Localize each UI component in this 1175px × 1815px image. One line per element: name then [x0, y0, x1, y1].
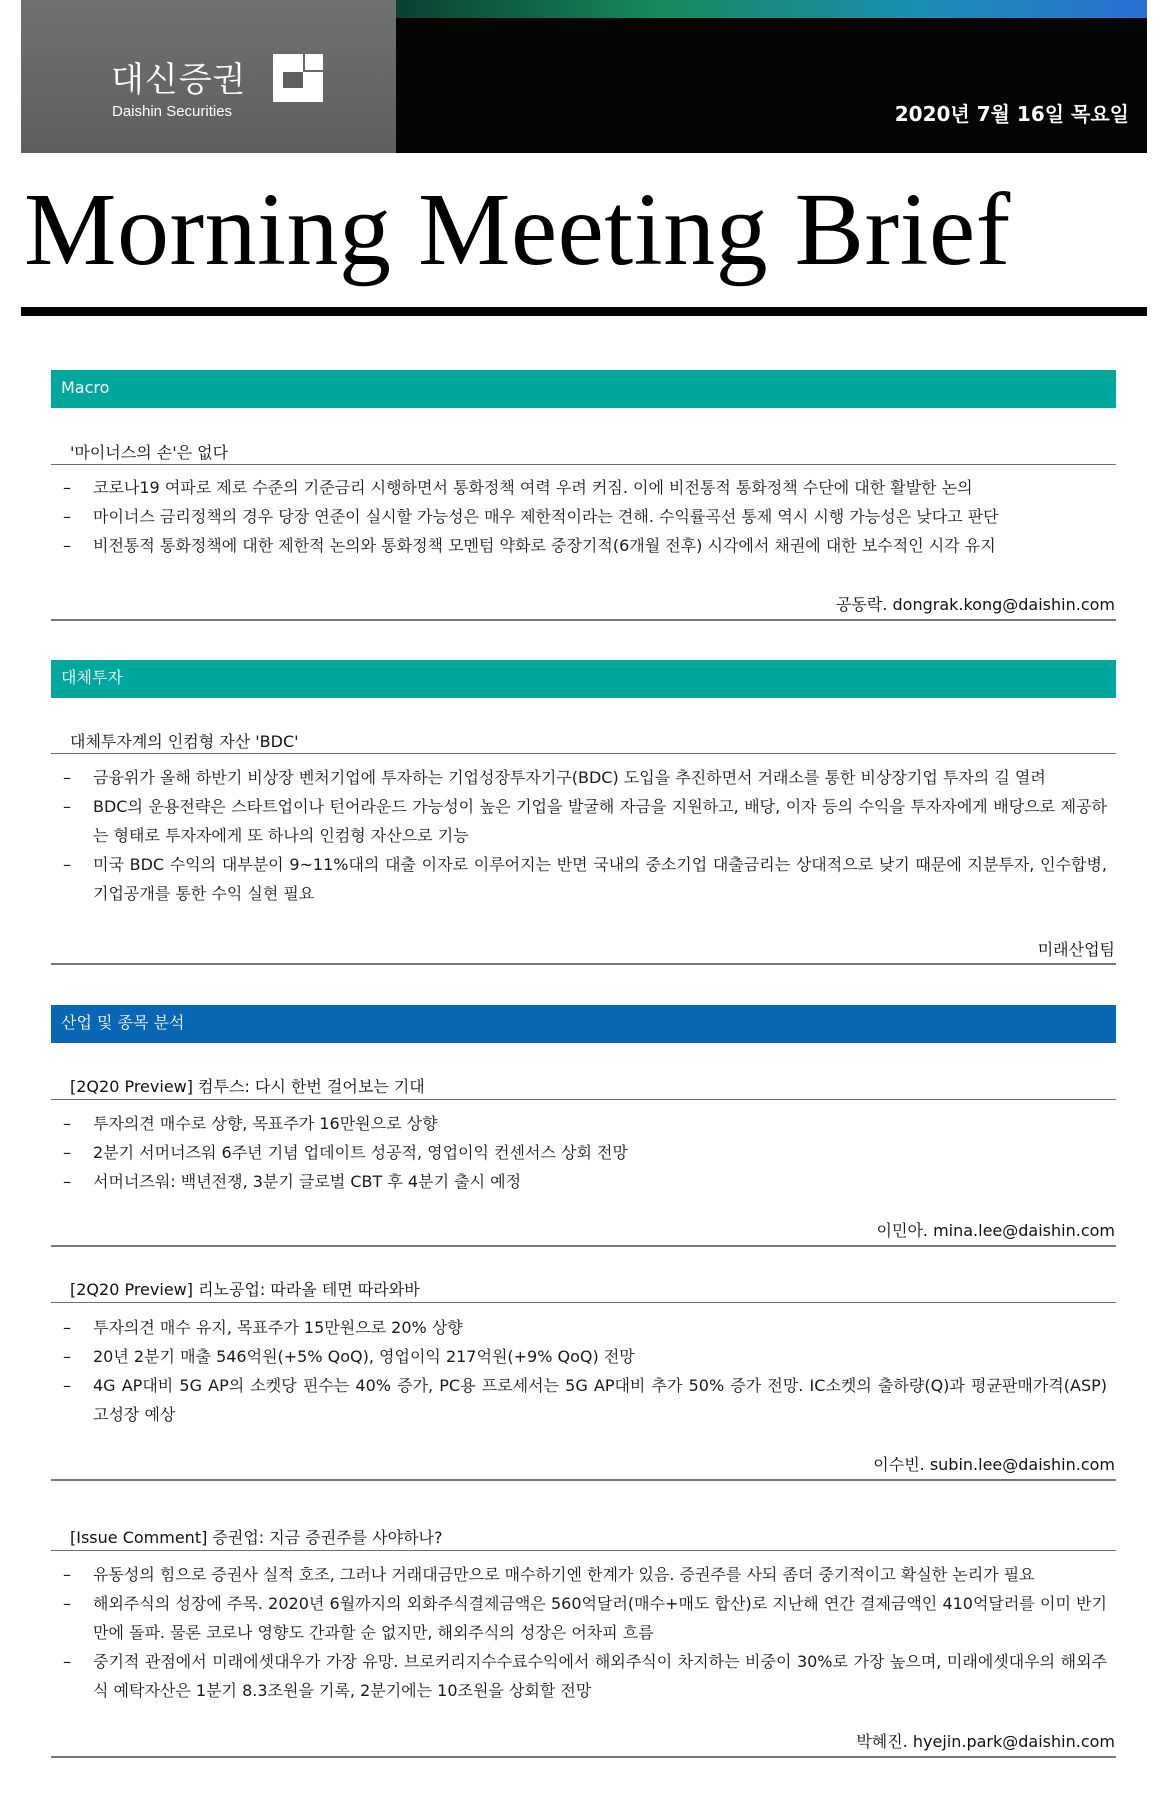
- bullet-item: – 코로나19 여파로 제로 수준의 기준금리 시행하면서 통화정책 여력 우려 커짐. 이에 비전통적 통화정책 수단에 대한 활발한 논의: [63, 473, 1107, 502]
- bullet-item: – 20년 2분기 매출 546억원(+5% QoQ), 영업이익 217억원(+9% QoQ) 전망: [63, 1342, 1107, 1371]
- article-bullets: [63, 1560, 1107, 1705]
- bullet-item: – 중기적 관점에서 미래에셋대우가 가장 유망. 브로커리지수수료수익에서 해외주식이 차지하는 비중이 30%로 가장 높으며, 미래에셋대우의 해외주식 예탁자산은 1분기 8.3조원을 기록, 2분기에는 10조원을 상회할 전망: [63, 1647, 1107, 1705]
- article-bullets: [63, 1313, 1107, 1429]
- daishin-logo-icon: [271, 52, 325, 104]
- bullet-item: – 미국 BDC 수익의 대부분이 9~11%대의 대출 이자로 이루어지는 반면 국내의 중소기업 대출금리는 상대적으로 낮기 때문에 지분투자, 인수합병, 기업공개를 통한 수익 실현 필요: [63, 850, 1107, 908]
- section-label: 대체투자: [61, 668, 123, 687]
- article-bullets: [63, 1109, 1107, 1196]
- article-title-rule: [51, 1099, 1116, 1100]
- section-label: 산업 및 종목 분석: [61, 1013, 185, 1032]
- article-end-rule: [51, 1245, 1116, 1247]
- author-byline: 미래산업팀: [1037, 940, 1115, 959]
- report-date: 2020년 7월 16일 목요일: [894, 102, 1129, 126]
- article-title: 대체투자계의 인컴형 자산 'BDC': [70, 732, 299, 751]
- section-label: Macro: [61, 378, 110, 397]
- author-byline: 이민아. mina.lee@daishin.com: [876, 1221, 1115, 1240]
- bullet-item: – BDC의 운용전략은 스타트업이나 턴어라운드 가능성이 높은 기업을 발굴해 자금을 지원하고, 배당, 이자 등의 수익을 투자자에게 배당으로 제공하는 형태로 투자자에게 또 하나의 인컴형 자산으로 기능: [63, 792, 1107, 850]
- bullet-item: – 2분기 서머너즈워 6주년 기념 업데이트 성공적, 영업이익 컨센서스 상회 전망: [63, 1138, 1107, 1167]
- section-bar-industry-analysis: [51, 1005, 1116, 1043]
- article-bullets: [63, 473, 1107, 560]
- author-byline: 박혜진. hyejin.park@daishin.com: [856, 1732, 1115, 1751]
- header-accent-strip: [396, 0, 1147, 18]
- bullet-item: – 4G AP대비 5G AP의 소켓당 핀수는 40% 증가, PC용 프로세서는 5G AP대비 추가 50% 증가 전망. IC소켓의 출하량(Q)과 평균판매가격(ASP) 고성장 예상: [63, 1371, 1107, 1429]
- article-title-rule: [51, 464, 1116, 465]
- report-header: [21, 0, 1147, 153]
- bullet-item: – 유동성의 힘으로 증권사 실적 호조, 그러나 거래대금만으로 매수하기엔 한계가 있음. 증권주를 사되 좀더 중기적이고 확실한 논리가 필요: [63, 1560, 1107, 1589]
- bullet-item: – 비전통적 통화정책에 대한 제한적 논의와 통화정책 모멘텀 약화로 중장기적(6개월 전후) 시각에서 채권에 대한 보수적인 시각 유지: [63, 531, 1107, 560]
- author-byline: 공동락. dongrak.kong@daishin.com: [835, 595, 1115, 614]
- bullet-item: – 투자의견 매수로 상향, 목표주가 16만원으로 상향: [63, 1109, 1107, 1138]
- article-title: [Issue Comment] 증권업: 지금 증권주를 사야하나?: [70, 1528, 443, 1547]
- bullet-item: – 투자의견 매수 유지, 목표주가 15만원으로 20% 상향: [63, 1313, 1107, 1342]
- title-divider: [21, 307, 1147, 316]
- date-panel: [396, 0, 1147, 153]
- article-end-rule: [51, 619, 1116, 621]
- article-title-rule: [51, 1550, 1116, 1551]
- article-bullets: [63, 763, 1107, 908]
- article-end-rule: [51, 1479, 1116, 1481]
- brand-name-english: Daishin Securities: [112, 103, 233, 120]
- article-title-rule: [51, 753, 1116, 754]
- article-title: [2Q20 Preview] 리노공업: 따라올 테면 따라와바: [70, 1280, 420, 1299]
- brand-name-korean: 대신증권: [111, 60, 247, 100]
- article-end-rule: [51, 1756, 1116, 1758]
- bullet-item: – 서머너즈워: 백년전쟁, 3분기 글로벌 CBT 후 4분기 출시 예정: [63, 1167, 1107, 1196]
- author-byline: 이수빈. subin.lee@daishin.com: [873, 1455, 1115, 1474]
- article-title: '마이너스의 손'은 없다: [70, 443, 229, 462]
- article-end-rule: [51, 963, 1116, 965]
- section-bar-alternative-investment: [51, 660, 1116, 698]
- article-title: [2Q20 Preview] 컴투스: 다시 한번 걸어보는 기대: [70, 1077, 425, 1096]
- article-title-rule: [51, 1302, 1116, 1303]
- bullet-item: – 금융위가 올해 하반기 비상장 벤처기업에 투자하는 기업성장투자기구(BDC) 도입을 추진하면서 거래소를 통한 비상장기업 투자의 길 열려: [63, 763, 1107, 792]
- bullet-item: – 해외주식의 성장에 주목. 2020년 6월까지의 외화주식결제금액은 560억달러(매수+매도 합산)로 지난해 연간 결제금액인 410억달러를 이미 반기만에 돌파. 물론 코로나 영향도 간과할 순 없지만, 해외주식의 성장은 어차피 흐름: [63, 1589, 1107, 1647]
- bullet-item: – 마이너스 금리정책의 경우 당장 연준이 실시할 가능성은 매우 제한적이라는 견해. 수익률곡선 통제 역시 시행 가능성은 낮다고 판단: [63, 502, 1107, 531]
- section-bar-macro: [51, 370, 1116, 408]
- page-title: Morning Meeting Brief: [24, 172, 1011, 287]
- brand-panel: [21, 0, 396, 153]
